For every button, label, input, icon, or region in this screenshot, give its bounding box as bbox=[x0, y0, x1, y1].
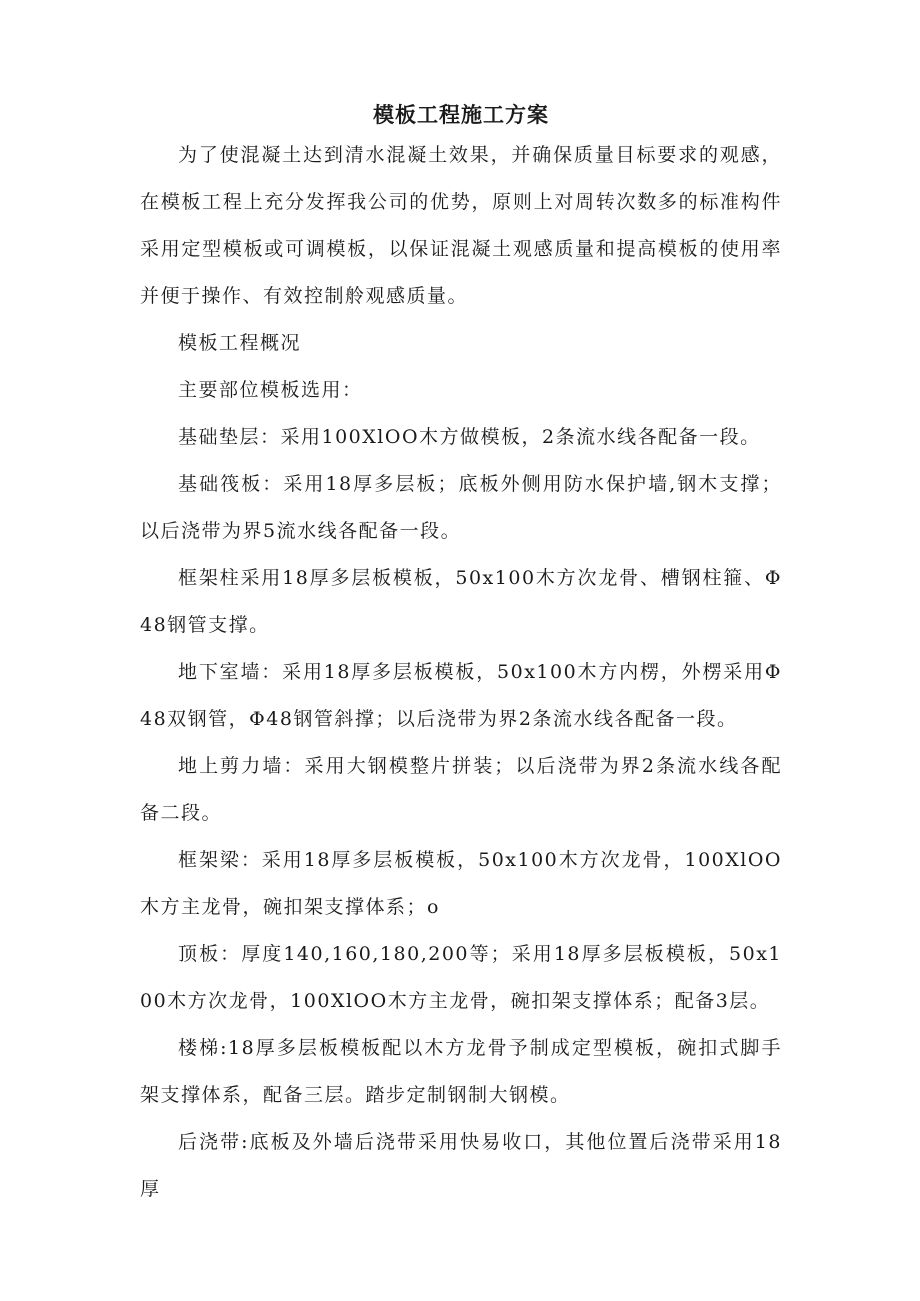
document-title: 模板工程施工方案 bbox=[373, 102, 549, 127]
paragraph-post-pour-strip: 后浇带:底板及外墙后浇带采用快易收口，其他位置后浇带采用18厚 bbox=[140, 1131, 782, 1200]
paragraph-overview-heading: 模板工程概况 bbox=[178, 332, 302, 354]
paragraph-shear-wall: 地上剪力墙：采用大钢模整片拼装；以后浇带为界2条流水线各配备二段。 bbox=[140, 755, 782, 824]
paragraph-frame-beam: 框架梁：采用18厚多层板模板，50x100木方次龙骨，100XlOO木方主龙骨，碗扣架支撑体系；o bbox=[140, 849, 782, 918]
paragraph-intro: 为了使混凝土达到清水混凝土效果，并确保质量目标要求的观感，在模板工程上充分发挥我公司的优势，原则上对周转次数多的标准构件采用定型模板或可调模板，以保证混凝土观感质量和提高模板的使用率并便于操作、有效控制舲观感质量。 bbox=[140, 144, 782, 307]
paragraph-main-parts: 主要部位模板选用： bbox=[178, 379, 363, 401]
paragraph-foundation-raft: 基础筏板：采用18厚多层板；底板外侧用防水保护墙,钢木支撑；以后浇带为界5流水线各配备一段。 bbox=[140, 473, 782, 542]
paragraph-roof-slab: 顶板：厚度140,160,180,200等；采用18厚多层板模板，50x100木方次龙骨，100XlOO木方主龙骨，碗扣架支撑体系；配备3层。 bbox=[140, 943, 782, 1012]
paragraph-basement-wall: 地下室墙：采用18厚多层板模板，50x100木方内楞，外楞采用Φ48双钢管，Φ48钢管斜撑；以后浇带为界2条流水线各配备一段。 bbox=[140, 661, 782, 730]
paragraph-foundation-cushion: 基础垫层：采用100XlOO木方做模板，2条流水线各配备一段。 bbox=[178, 426, 761, 448]
paragraph-frame-column: 框架柱采用18厚多层板模板，50x100木方次龙骨、槽钢柱箍、Φ48钢管支撑。 bbox=[140, 567, 782, 636]
paragraph-stairs: 楼梯:18厚多层板模板配以木方龙骨予制成定型模板，碗扣式脚手架支撑体系，配备三层。踏步定制钢制大钢模。 bbox=[140, 1037, 782, 1106]
document-page bbox=[140, 100, 782, 1213]
